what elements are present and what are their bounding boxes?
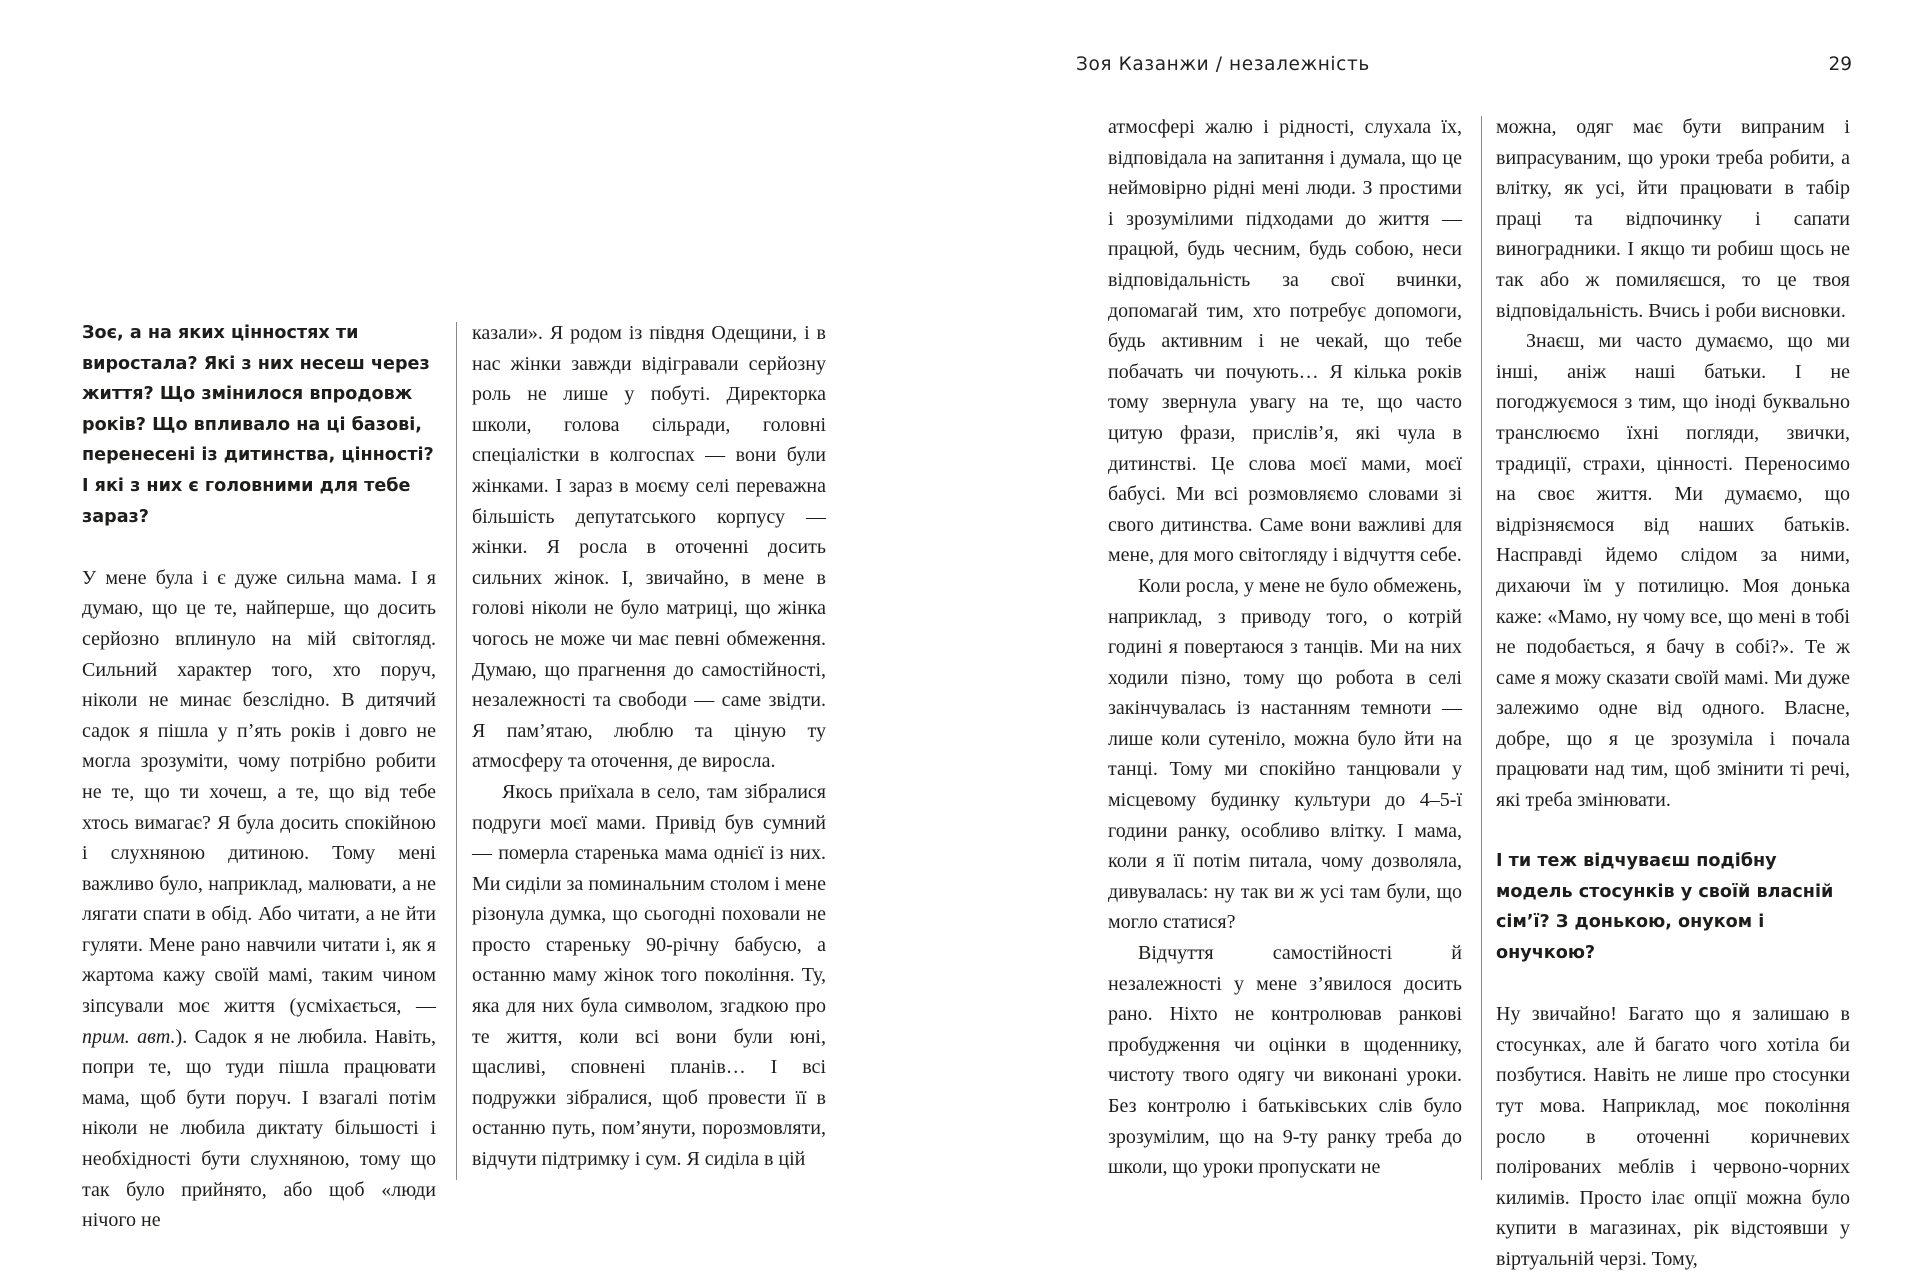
- answer-paragraph: Ну звичайно! Багато що я залишаю в стосунках, але й багато чого хотіла би позбутися. Навіть не лише про стосунки тут мова. Наприклад, моє покоління росло в оточенні коричневих полірованих меблів і червоно-чорних килимів. Просто ілає опції можна було купити в магазинах, рік відстоявши у віртуальній черзі. Тому,: [1496, 1003, 1850, 1270]
- page-number: 29: [1828, 54, 1852, 75]
- answer-text-continued: ). Садок я не любила. Навіть, попри те, що туди пішла працювати мама, щоб бути поруч. І взагалі потім ніколи не любила диктату більшості і необхідності бути слухняною, тому що так було прийнято, або щоб «люди нічого не: [82, 1025, 436, 1232]
- interview-question: І ти теж відчуваєш подібну модель стосунків у своїй власній сім’ї? З донькою, онуком і онучкою?: [1496, 851, 1834, 964]
- paragraph: можна, одяг має бути випраним і випрасуваним, що уроки треба робити, а влітку, як усі, йти працювати в табір праці та відпочинку і сапати виноградники. І якщо ти робиш щось не так або ж помиляєшся, то це твоя відповідальність. Вчись і роби висновки.: [1496, 116, 1850, 322]
- interview-question: Зоє, а на яких цінностях ти виростала? Які з них несеш через життя? Що змінилося впродовж років? Що впливало на ці базові, перенесені із дитинства, цінності? І які з них є головними для тебе зараз?: [82, 323, 434, 527]
- paragraph: атмосфері жалю і рідності, слухала їх, відповідала на запитання і думала, що це неймовірно рідні мені люди. З простими і зрозумілими підходами до життя — працюй, будь чесним, будь собою, неси відповідальність за свої вчинки, допомагай тим, хто потребує допомоги, будь активним і не чекай, що тебе побачать чи почують… Я кілька років тому звернула увагу на те, що часто цитую фрази, прислів’я, які чула в дитинстві. Це слова моєї мами, моєї бабусі. Ми всі розмовляємо словами зі свого дитинства. Саме вони важливі для мене, для мого світогляду і відчуття себе.: [1108, 116, 1462, 567]
- running-head: Зоя Казанжи / незалежність: [1076, 54, 1370, 75]
- paragraph: Якось приїхала в село, там зібралися подруги моєї мами. Привід був сумний — померла старенька мама однієї із них. Ми сиділи за поминальним столом і мене різонула думка, що сьогодні поховали не просто стареньку 90-річну бабусю, а останню маму жінок того покоління. Ту, яка для них була символом, згадкою про те життя, коли всі вони були юні, щасливі, сповнені планів… І всі подружки зібралися, щоб провести її в останню путь, пом’янути, порозмовляти, відчути підтримку і сум. Я сиділа в цій: [472, 780, 826, 1171]
- paragraph: Коли росла, у мене не було обмежень, наприклад, з приводу того, о котрій годині я повертаюся з танців. Ми на них ходили пізно, тому що робота в селі закінчувалась із настанням темноти — лише коли сутеніло, можна було йти на танці. Тому ми спокійно танцювали у місцевому будинку культури до 4–5-ї години ранку, особливо влітку. І мама, коли я її потім питала, чому дозволяла, дивувалась: ну так ви ж усі там були, що могло статися?: [1108, 574, 1462, 934]
- column-divider: [456, 322, 457, 1180]
- paragraph: Відчуття самостійності й незалежності у мене з’явилося досить рано. Ніхто не контролював ранкові пробудження чи оцінки в щоденнику, чистоту твого одягу чи виконані уроки. Без контролю і батьківських слів було зрозумілим, що на 9-ту ранку треба до школи, що уроки пропускати не: [1108, 942, 1462, 1179]
- author-note: прим. авт.: [82, 1025, 176, 1048]
- column-divider: [1481, 116, 1482, 1180]
- left-page-column-1: [82, 318, 436, 1236]
- paragraph: казали». Я родом із півдня Одещини, і в нас жінки завжди відігравали серйозну роль не лише у побуті. Директорка школи, голова сільради, головні спеціалістки в колгоспах — вони були жінками. І зараз в моєму селі переважна більшість депутатського корпусу — жінки. Я росла в оточенні досить сильних жінок. І, звичайно, в мене в голові ніколи не було матриці, що жінка чогось не може чи має певні обмеження. Думаю, що прагнення до самостійності, незалежності та свободи — саме звідти. Я пам’ятаю, люблю та ціную ту атмосферу та оточення, де виросла.: [472, 322, 826, 773]
- right-page-column-1: [1108, 112, 1462, 1183]
- right-page-column-2: [1496, 112, 1850, 1275]
- answer-text: У мене була і є дуже сильна мама. І я думаю, що це те, найперше, що досить серйозно вплинуло на мій світогляд. Сильний характер того, хто поруч, ніколи не минає безслідно. В дитячий садок я пішла у п’ять років і довго не могла зрозуміти, чому потрібно робити не те, що ти хочеш, а те, що від тебе хтось вимагає? Я була досить спокійною і слухняною дитиною. Тому мені важливо було, наприклад, малювати, а не лягати спати в обід. Або читати, а не йти гуляти. Мене рано навчили читати і, як я жартома кажу своїй мамі, таким чином зіпсували моє життя (усміхається, —: [82, 566, 436, 1018]
- answer-paragraph: [82, 563, 436, 1236]
- left-page-column-2: [472, 318, 826, 1175]
- paragraph: Знаєш, ми часто думаємо, що ми інші, аніж наші батьки. І не погоджуємося з тим, що іноді буквально транслюємо їхні погляди, звички, традиції, страхи, цінності. Переносимо на своє життя. Ми думаємо, що відрізняємося від наших батьків. Насправді йдемо слідом за ними, дихаючи їм у потилицю. Моя донька каже: «Мамо, ну чому все, що мені в тобі не подобається, я бачу в собі?». Те ж саме я можу сказати своїй мамі. Ми дуже залежимо одне від одного. Власне, добре, що я це зрозуміла і почала працювати над тим, щоб змінити ті речі, які треба змінювати.: [1496, 330, 1850, 812]
